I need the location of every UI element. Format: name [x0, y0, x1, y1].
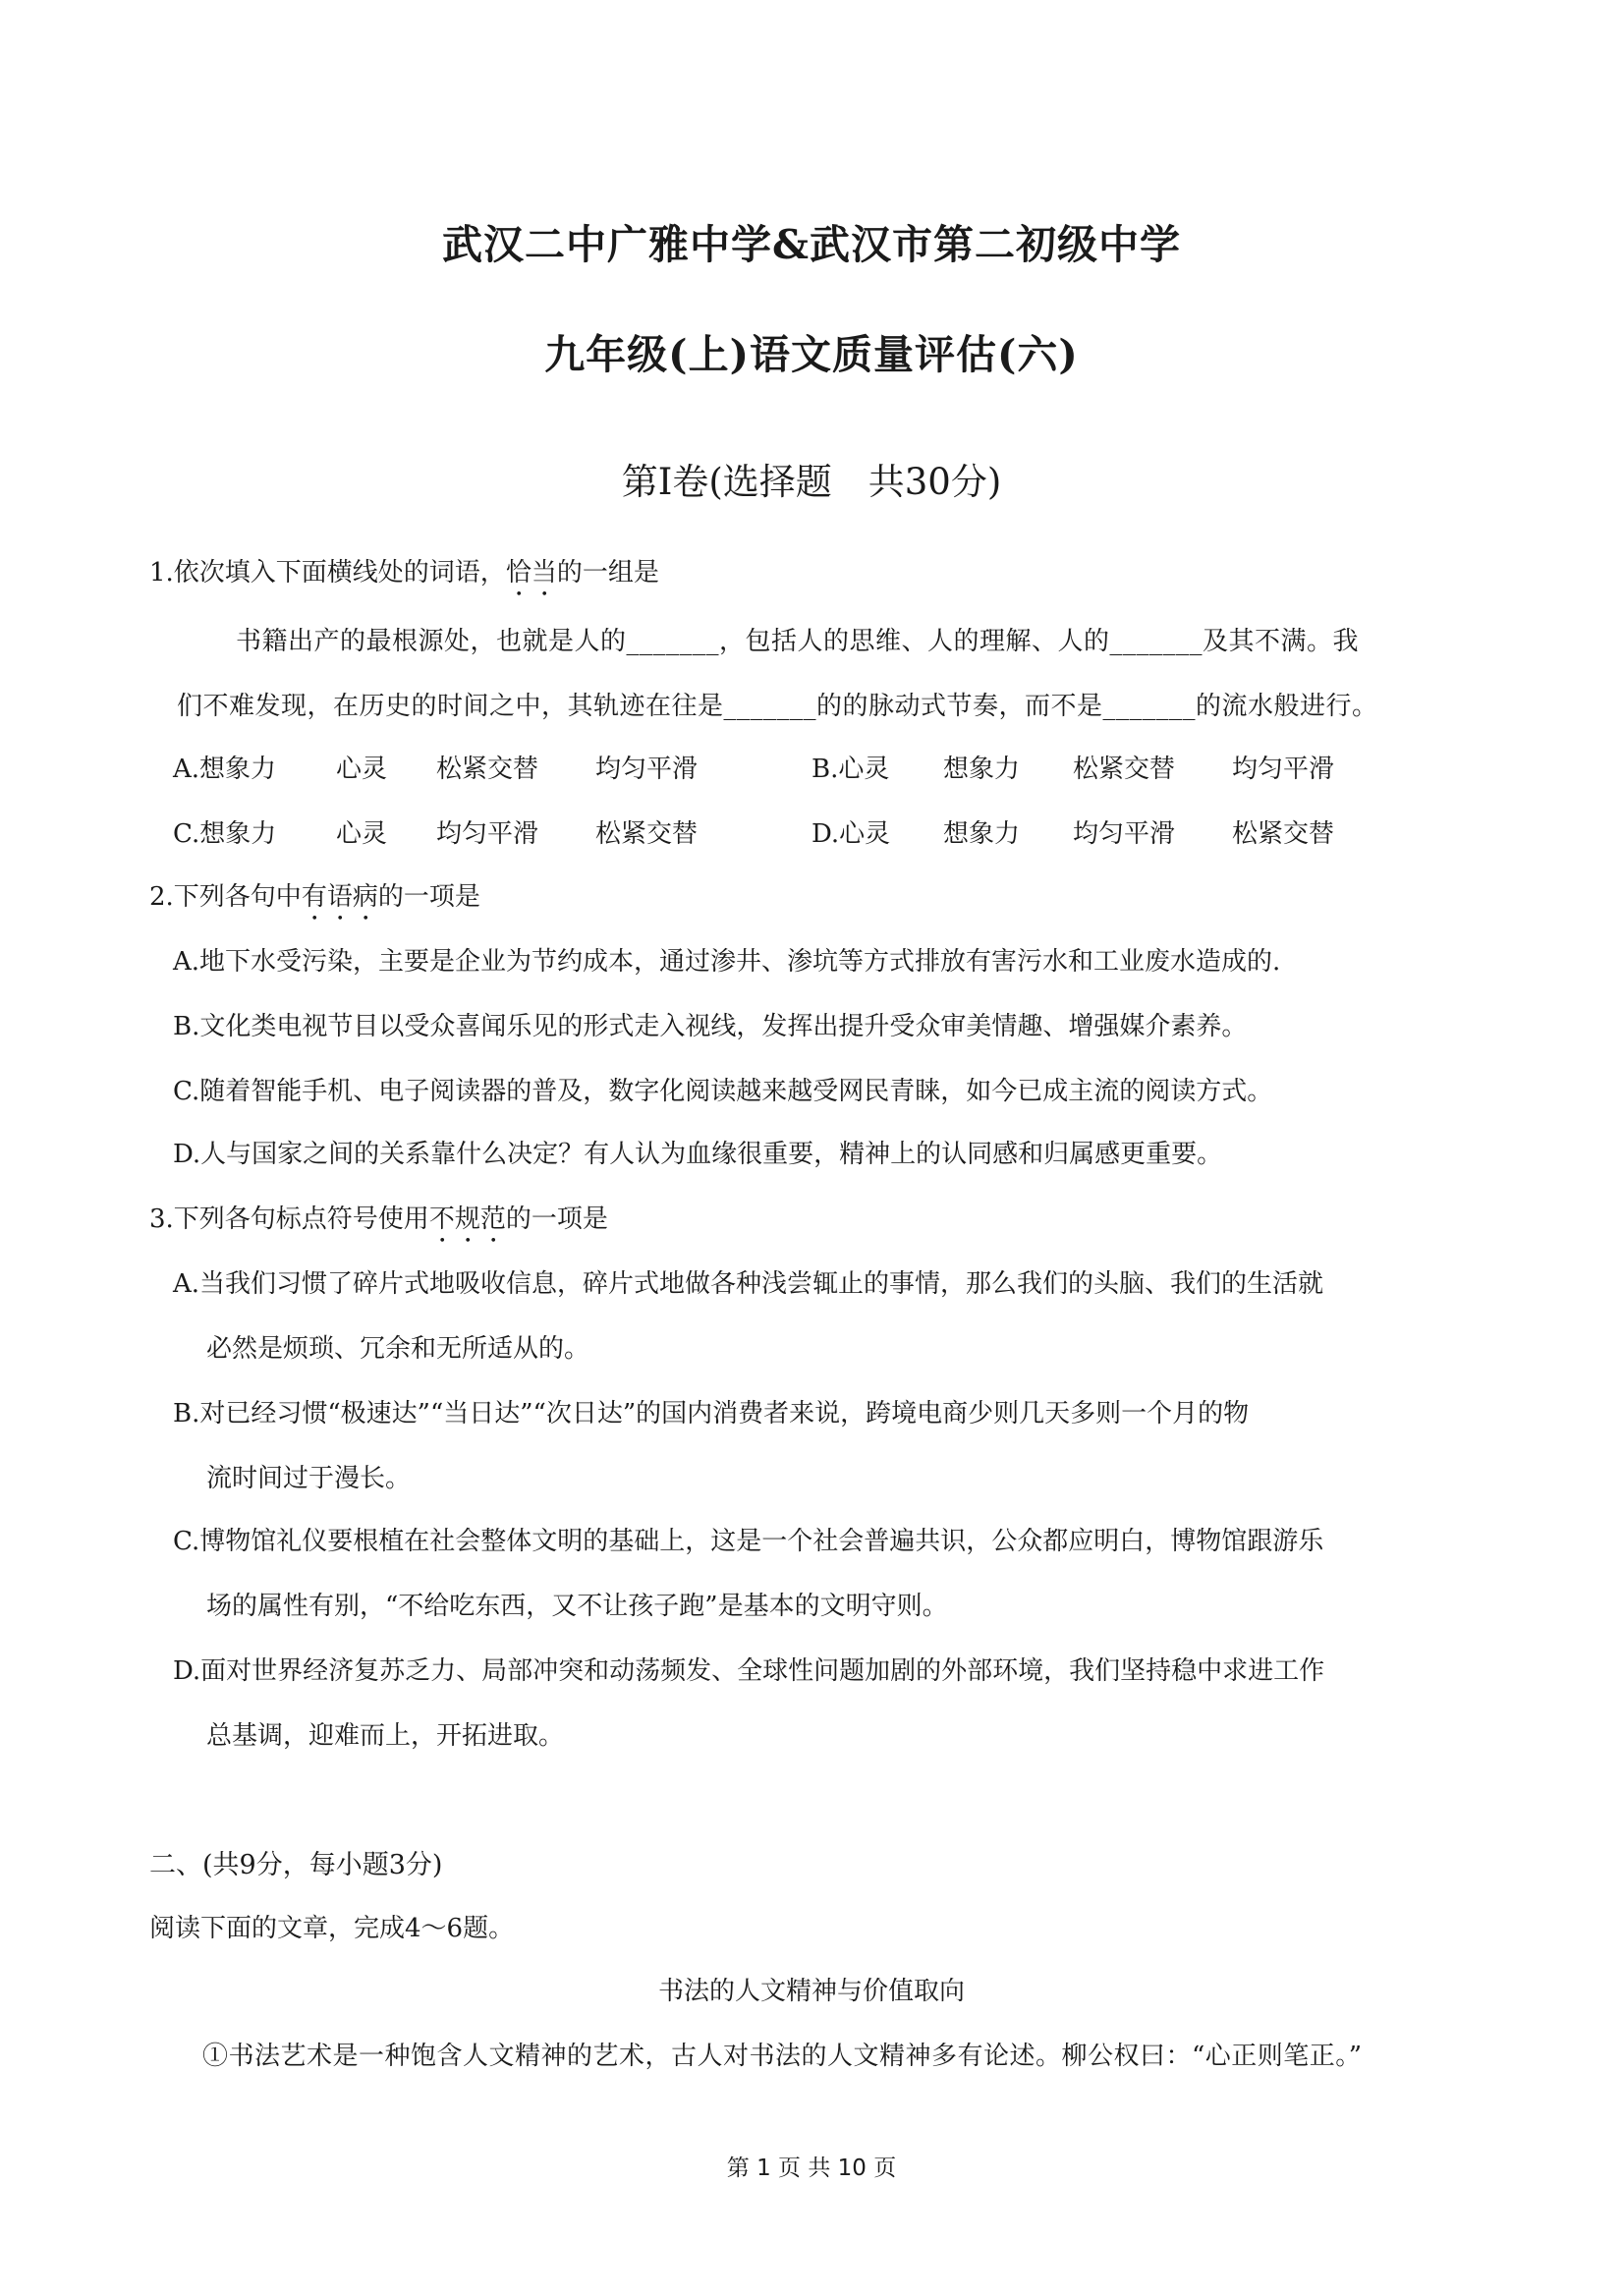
- q3-emphasis: 不规范: [428, 1204, 506, 1234]
- q3-option-b-line2: 流时间过于漫长。: [206, 1464, 412, 1493]
- q1-passage-line2: 们不难发现，在历史的时间之中，其轨迹在往是_______的的脉动式节奏，而不是_______的流水般进行。: [177, 692, 1378, 721]
- q1-stem: [149, 552, 659, 602]
- q3-option-c-line2: 场的属性有别，“不给吃东西，又不让孩子跑”是基本的文明守则。: [206, 1592, 948, 1621]
- q2-option-c: C.随着智能手机、电子阅读器的普及，数字化阅读越来越受网民青睐，如今已成主流的阅读方式。: [173, 1077, 1273, 1106]
- q2-option-b: B.文化类电视节目以受众喜闻乐见的形式走入视线，发挥出提升受众审美情趣、增强媒介素养。: [173, 1012, 1248, 1041]
- q3-option-a-line2: 必然是烦琐、冗余和无所适从的。: [206, 1334, 590, 1364]
- school-title: 武汉二中广雅中学&武汉市第二初级中学: [441, 221, 1181, 268]
- q2-emphasis: 有语病: [301, 882, 378, 912]
- q2-option-d: D.人与国家之间的关系靠什么决定？有人认为血缘很重要，精神上的认同感和归属感更重要。: [173, 1140, 1223, 1169]
- q3-option-a-line1: A.当我们习惯了碎片式地吸收信息，碎片式地做各种浅尝辄止的事情，那么我们的头脑、我们的生活就: [173, 1269, 1324, 1299]
- q1-option-d: D.心灵 想象力 均匀平滑 松紧交替: [812, 819, 1335, 849]
- q1-stem-text: 1.依次填入下面横线处的词语，恰当的一组是: [149, 558, 659, 588]
- exam-title: 九年级(上)语文质量评估(六): [544, 331, 1079, 378]
- part2-instruction: 阅读下面的文章，完成4～6题。: [149, 1914, 515, 1943]
- q1-emphasis: 恰当: [505, 558, 557, 588]
- q2-stem: 2.下列各句中有语病的一项是: [149, 882, 480, 912]
- q1-option-b: B.心灵 想象力 松紧交替 均匀平滑: [812, 755, 1335, 784]
- essay-paragraph-1: ①书法艺术是一种饱含人文精神的艺术，古人对书法的人文精神多有论述。柳公权曰：“心正则笔正。”: [202, 2042, 1363, 2071]
- q3-option-d-line1: D.面对世界经济复苏乏力、局部冲突和动荡频发、全球性问题加剧的外部环境，我们坚持稳中求进工作: [173, 1656, 1325, 1686]
- q1-option-c: C.想象力 心灵 均匀平滑 松紧交替: [173, 819, 699, 849]
- q2-option-a: A.地下水受污染，主要是企业为节约成本，通过渗井、渗坑等方式排放有害污水和工业废水造成的.: [173, 947, 1281, 977]
- q1-passage-line1: 书籍出产的最根源处，也就是人的_______，包括人的思维、人的理解、人的_______及其不满。我: [236, 627, 1360, 656]
- q3-option-d-line2: 总基调，迎难而上，开拓进取。: [206, 1721, 565, 1751]
- part2-heading: 二、(共9分，每小题3分): [149, 1850, 443, 1880]
- q1-option-a: A.想象力 心灵 松紧交替 均匀平滑: [173, 755, 699, 784]
- part1-heading: 第Ⅰ卷(选择题 共30分): [621, 461, 1002, 503]
- q3-stem: 3.下列各句标点符号使用不规范的一项是: [149, 1204, 608, 1234]
- page-footer: 第 1 页 共 10 页: [726, 2156, 897, 2181]
- q3-option-b-line1: B.对已经习惯“极速达”“当日达”“次日达”的国内消费者来说，跨境电商少则几天多则一个月的物: [173, 1399, 1250, 1428]
- q3-option-c-line1: C.博物馆礼仪要根植在社会整体文明的基础上，这是一个社会普遍共识，公众都应明白，博物馆跟游乐: [173, 1527, 1324, 1556]
- essay-title: 书法的人文精神与价值取向: [657, 1977, 965, 2006]
